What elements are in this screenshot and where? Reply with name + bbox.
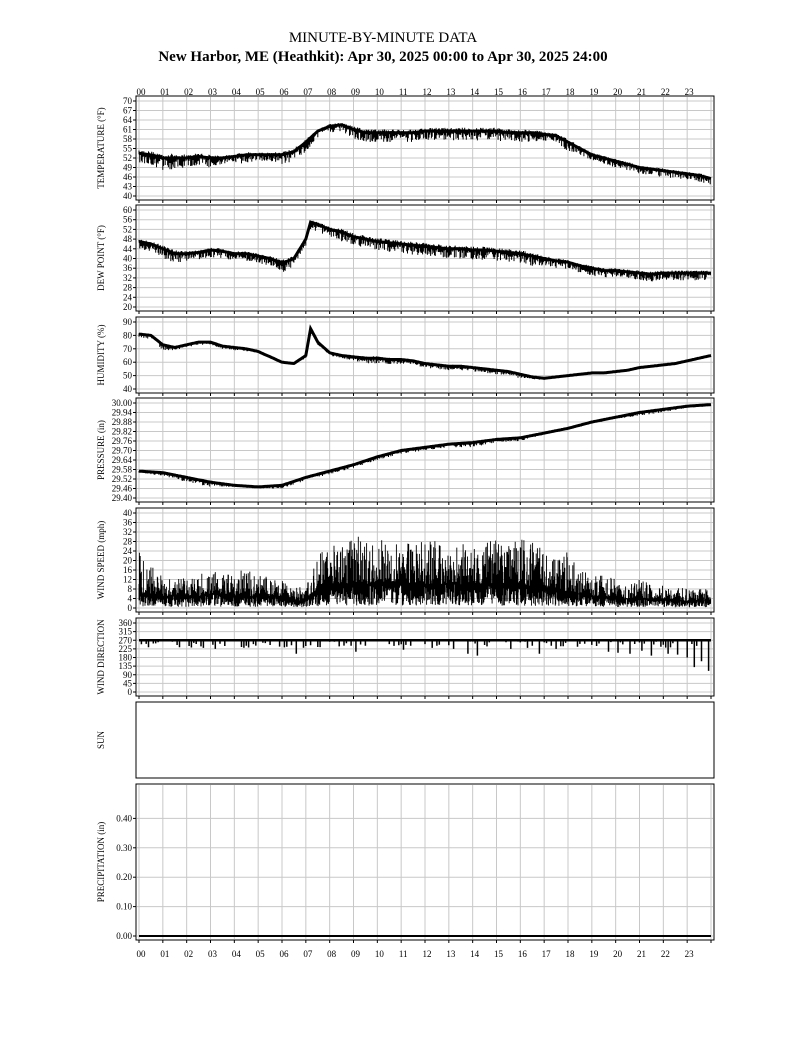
dewpoint-ytick-label: 28 (123, 282, 132, 293)
hour-label-top: 12 (422, 87, 432, 97)
hour-label-bottom: 11 (398, 949, 408, 959)
windspeed-ytick-label: 0 (127, 603, 132, 613)
hour-label-top: 20 (613, 87, 623, 97)
chart-subtitle: New Harbor, ME (Heathkit): Apr 30, 2025 00:00 to Apr 30, 2025 24:00 (158, 49, 608, 65)
dewpoint-ytick-label: 60 (123, 205, 132, 215)
humidity-ytick-label: 80 (123, 330, 132, 341)
hour-label-bottom: 12 (422, 949, 432, 959)
winddirection-ytick-label: 270 (118, 635, 132, 646)
hour-label-bottom: 05 (255, 949, 265, 959)
temperature-ytick-label: 64 (123, 115, 132, 125)
hour-label-top: 13 (446, 87, 456, 97)
windspeed-ytick-label: 8 (127, 584, 132, 594)
windspeed-ylabel: WIND SPEED (mph) (96, 520, 106, 600)
precipitation-ylabel: PRECIPITATION (in) (96, 821, 106, 903)
winddirection-ytick-label: 360 (118, 618, 132, 628)
chart-title: MINUTE-BY-MINUTE DATA (288, 30, 478, 46)
windspeed-ytick-label: 40 (123, 508, 132, 518)
hour-label-top: 00 (136, 87, 146, 97)
pressure-ytick-label: 30.00 (111, 398, 132, 408)
pressure-ytick-label: 29.58 (111, 464, 132, 475)
hour-label-bottom: 20 (613, 949, 623, 959)
pressure-ytick-label: 29.82 (111, 426, 132, 437)
humidity-ylabel: HUMIDITY (%) (96, 324, 106, 386)
windspeed-ytick-label: 20 (123, 555, 132, 566)
hour-label-bottom: 13 (446, 949, 456, 959)
hour-label-bottom: 23 (684, 949, 694, 959)
hour-label-top: 07 (303, 87, 313, 97)
hour-label-top: 02 (184, 87, 194, 97)
winddirection-ytick-label: 0 (127, 687, 132, 697)
hour-label-top: 23 (684, 87, 694, 97)
hour-label-top: 19 (589, 87, 599, 97)
hour-label-bottom: 04 (231, 949, 241, 959)
hour-label-top: 14 (470, 87, 480, 97)
pressure-ytick-label: 29.40 (111, 493, 132, 503)
pressure-ytick-label: 29.76 (111, 436, 132, 446)
dewpoint-ytick-label: 44 (123, 243, 132, 254)
hour-label-bottom: 06 (279, 949, 289, 959)
sun-frame (136, 702, 714, 778)
hour-label-bottom: 19 (589, 949, 599, 959)
hour-label-bottom: 02 (184, 949, 194, 959)
hour-label-top: 22 (660, 87, 670, 97)
precipitation-ytick-label: 0.00 (116, 931, 132, 941)
hour-label-top: 18 (565, 87, 575, 97)
dewpoint-ytick-label: 24 (123, 292, 132, 303)
hour-label-bottom: 15 (494, 949, 503, 959)
precipitation-ytick-label: 0.10 (116, 901, 132, 912)
humidity-ytick-label: 60 (123, 357, 132, 368)
dewpoint-ytick-label: 20 (123, 302, 132, 312)
windspeed-ytick-label: 28 (123, 536, 132, 547)
dewpoint-ylabel: DEW POINT (°F) (96, 225, 106, 291)
hour-label-top: 10 (374, 87, 384, 97)
hour-label-top: 15 (494, 87, 503, 97)
temperature-ytick-label: 58 (123, 134, 132, 144)
winddirection-ytick-label: 135 (118, 661, 132, 672)
hour-label-top: 06 (279, 87, 289, 97)
hour-label-bottom: 03 (208, 949, 217, 959)
temperature-ytick-label: 46 (123, 172, 132, 182)
pressure-ytick-label: 29.52 (111, 474, 132, 484)
hour-label-bottom: 10 (374, 949, 384, 959)
sun-ylabel: SUN (96, 730, 106, 750)
hour-label-bottom: 07 (303, 949, 313, 959)
winddirection-ytick-label: 225 (118, 643, 132, 654)
temperature-ytick-label: 49 (123, 162, 132, 173)
dewpoint-ytick-label: 52 (123, 224, 132, 235)
winddirection-ytick-label: 90 (123, 669, 132, 680)
dewpoint-ytick-label: 56 (123, 214, 132, 225)
humidity-ytick-label: 40 (123, 384, 132, 394)
precipitation-ytick-label: 0.30 (116, 842, 132, 853)
hour-label-bottom: 22 (660, 949, 670, 959)
humidity-ytick-label: 70 (123, 343, 132, 354)
hour-label-top: 01 (160, 87, 170, 97)
pressure-ytick-label: 29.64 (111, 455, 132, 465)
dewpoint-ytick-label: 48 (123, 234, 132, 245)
windspeed-ytick-label: 4 (127, 593, 132, 604)
windspeed-ytick-label: 12 (123, 574, 132, 585)
hour-label-top: 17 (541, 87, 551, 97)
hour-label-bottom: 00 (136, 949, 146, 959)
temperature-ytick-label: 52 (123, 153, 132, 163)
winddirection-ylabel: WIND DIRECTION (96, 619, 106, 695)
hour-label-top: 11 (398, 87, 408, 97)
hour-label-bottom: 21 (637, 949, 646, 959)
dewpoint-ytick-label: 36 (123, 263, 132, 274)
hour-label-top: 16 (517, 87, 527, 97)
winddirection-ytick-label: 180 (118, 652, 132, 663)
hour-label-top: 03 (208, 87, 217, 97)
pressure-ytick-label: 29.94 (111, 407, 132, 418)
hour-label-top: 21 (637, 87, 646, 97)
hour-label-bottom: 16 (517, 949, 527, 959)
windspeed-ytick-label: 16 (123, 565, 132, 575)
windspeed-ytick-label: 24 (123, 546, 132, 556)
temperature-ytick-label: 55 (123, 143, 132, 154)
temperature-ytick-label: 40 (123, 191, 132, 201)
winddirection-ytick-label: 45 (123, 678, 132, 689)
precipitation-ytick-label: 0.40 (116, 813, 132, 824)
hour-label-bottom: 09 (351, 949, 360, 959)
hour-label-top: 08 (327, 87, 337, 97)
temperature-ytick-label: 61 (123, 124, 132, 135)
humidity-ytick-label: 90 (123, 317, 132, 327)
hour-label-bottom: 18 (565, 949, 575, 959)
hour-label-bottom: 08 (327, 949, 337, 959)
windspeed-ytick-label: 32 (123, 527, 132, 537)
hour-label-top: 05 (255, 87, 265, 97)
hour-label-bottom: 14 (470, 949, 480, 959)
dewpoint-ytick-label: 32 (123, 272, 132, 283)
humidity-ytick-label: 50 (123, 370, 132, 381)
windspeed-ytick-label: 36 (123, 517, 132, 528)
temperature-ytick-label: 70 (123, 96, 132, 106)
precipitation-ytick-label: 0.20 (116, 872, 132, 883)
pressure-ytick-label: 29.46 (111, 483, 132, 494)
pressure-ylabel: PRESSURE (in) (96, 420, 106, 480)
hour-label-top: 04 (231, 87, 241, 97)
temperature-ytick-label: 67 (123, 105, 132, 116)
temperature-ylabel: TEMPERATURE (°F) (96, 107, 106, 189)
temperature-ytick-label: 43 (123, 181, 132, 192)
hour-label-bottom: 01 (160, 949, 170, 959)
hour-label-top: 09 (351, 87, 360, 97)
dewpoint-ytick-label: 40 (123, 253, 132, 264)
pressure-ytick-label: 29.88 (111, 417, 132, 427)
hour-label-bottom: 17 (541, 949, 551, 959)
pressure-ytick-label: 29.70 (111, 445, 132, 456)
winddirection-ytick-label: 315 (118, 626, 132, 637)
